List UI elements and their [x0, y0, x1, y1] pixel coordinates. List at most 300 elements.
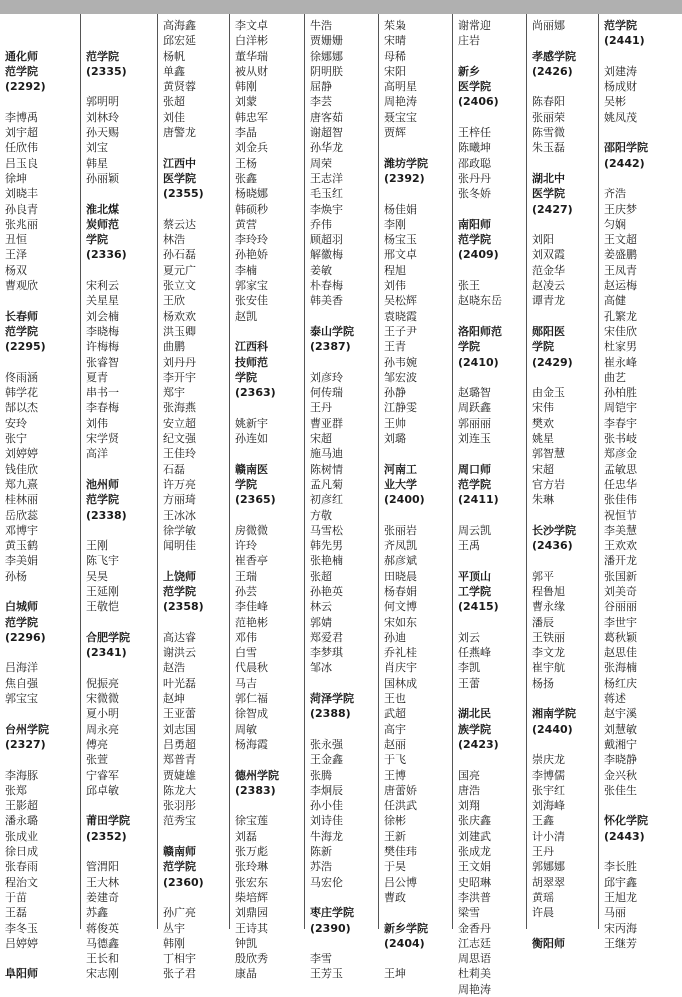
student-name: 李雪 [310, 952, 332, 966]
student-name: 宋阳 [384, 64, 406, 78]
student-name: 邢文卓 [384, 248, 417, 262]
student-name: 刘海峰 [532, 799, 565, 813]
student-name: 谢洪云 [163, 646, 196, 660]
student-name: 倪振亮 [86, 676, 119, 690]
student-name: 赵思佳 [604, 646, 637, 660]
school-code: (2363) [235, 386, 276, 400]
student-name: 匀娴 [604, 217, 626, 231]
student-name: 王影超 [5, 799, 38, 813]
student-name: 郭家宝 [235, 279, 268, 293]
school-heading: 范学院 [5, 64, 38, 78]
student-name: 孙连如 [235, 432, 268, 446]
school-code: (2360) [163, 875, 204, 889]
school-heading: 技师范 [235, 355, 268, 369]
student-name: 姜盛鹏 [604, 248, 637, 262]
student-name: 王子尹 [384, 324, 417, 338]
school-code: (2327) [5, 737, 46, 751]
student-name: 张睿智 [86, 355, 119, 369]
spacer [604, 49, 682, 64]
student-name: 殷欣秀 [235, 952, 268, 966]
school-code: (2429) [532, 355, 573, 369]
student-name: 张丽岩 [384, 523, 417, 537]
student-name: 叶光磊 [163, 676, 196, 690]
student-name: 刘会楠 [86, 309, 119, 323]
student-name: 任洪武 [384, 799, 417, 813]
school-code: (2355) [163, 187, 204, 201]
spacer [458, 309, 526, 324]
student-name: 串书一 [86, 386, 119, 400]
school-heading: 医学院 [458, 80, 491, 94]
student-name: 李美娟 [5, 554, 38, 568]
student-name: 周艳涛 [384, 95, 417, 109]
student-name: 张冬娇 [458, 187, 491, 201]
student-name: 周铠宇 [604, 401, 637, 415]
student-name: 乔伟 [310, 217, 332, 231]
student-name: 曹政 [384, 890, 406, 904]
student-name: 朴春梅 [310, 279, 343, 293]
spacer [310, 936, 378, 951]
student-name: 张王 [458, 279, 480, 293]
student-name: 孙石磊 [163, 248, 196, 262]
student-name: 李楠 [235, 263, 257, 277]
spacer [86, 263, 157, 278]
student-name: 王帅 [384, 416, 406, 430]
student-name: 崔永峰 [604, 355, 637, 369]
student-name: 张鑫 [235, 171, 257, 185]
student-name: 闻明佳 [163, 539, 196, 553]
student-name: 王鑫 [532, 814, 554, 828]
student-name: 张海楠 [604, 661, 637, 675]
student-name: 吕婷婷 [5, 936, 38, 950]
student-name: 高达睿 [163, 630, 196, 644]
school-code: (2423) [458, 737, 499, 751]
student-name: 孟凡菊 [310, 477, 343, 491]
student-name: 杨扬 [532, 676, 554, 690]
student-name: 李文卓 [235, 19, 268, 32]
spacer [458, 370, 526, 385]
student-name: 王铁丽 [532, 630, 565, 644]
student-name: 杨双 [5, 263, 27, 277]
student-name: 计小清 [532, 829, 565, 843]
student-name: 郭仁福 [235, 692, 268, 706]
student-name: 官方岩 [532, 477, 565, 491]
spacer [458, 446, 526, 461]
student-name: 邱宏延 [163, 34, 196, 48]
student-name: 韩刚 [163, 936, 185, 950]
student-name: 刘连玉 [458, 432, 491, 446]
student-name: 潘永璐 [5, 814, 38, 828]
student-name: 李冬玉 [5, 921, 38, 935]
school-heading: 长春师 [5, 309, 38, 323]
student-name: 刘伟 [86, 416, 108, 430]
student-name: 郭平 [532, 569, 554, 583]
student-name: 江静雯 [384, 401, 417, 415]
student-name: 白洋彬 [235, 34, 268, 48]
student-name: 孙广亮 [163, 906, 196, 920]
student-name: 葛秋颖 [604, 630, 637, 644]
student-name: 姚新宇 [235, 416, 268, 430]
student-name: 程鲁旭 [532, 584, 565, 598]
school-code: (2400) [384, 493, 425, 507]
student-name: 牛海龙 [310, 829, 343, 843]
student-name: 宋晴 [384, 34, 406, 48]
student-name: 李炯辰 [310, 783, 343, 797]
student-name: 韩先男 [310, 539, 343, 553]
student-name: 徐彬 [384, 814, 406, 828]
student-name: 李文龙 [532, 646, 565, 660]
spacer [458, 752, 526, 767]
school-heading: 郧阳医 [532, 324, 565, 338]
spacer [235, 752, 304, 767]
student-name: 钟凯 [235, 936, 257, 950]
student-name: 李刚 [384, 217, 406, 231]
student-name: 解徽梅 [310, 248, 343, 262]
student-name: 王坤 [384, 967, 406, 981]
school-heading: 泰山学院 [310, 324, 354, 338]
student-name: 李晓梅 [86, 324, 119, 338]
student-name: 张成业 [5, 829, 38, 843]
student-name: 许梅梅 [86, 340, 119, 354]
student-name: 韩美香 [310, 294, 343, 308]
student-name: 曹亚群 [310, 416, 343, 430]
student-name: 李海豚 [5, 768, 38, 782]
student-name: 王庆梦 [604, 202, 637, 216]
student-name: 王金鑫 [310, 753, 343, 767]
student-name: 孙艳英 [310, 584, 343, 598]
student-name: 王佳玲 [163, 447, 196, 461]
spacer [163, 829, 229, 844]
student-name: 黄玉鹤 [5, 539, 38, 553]
spacer [384, 951, 452, 966]
school-code: (2295) [5, 340, 46, 354]
student-name: 姜敏 [310, 263, 332, 277]
student-name: 宋佳欣 [604, 324, 637, 338]
student-name: 郭明明 [86, 95, 119, 109]
student-name: 刘伟 [384, 279, 406, 293]
spacer [235, 508, 304, 523]
student-name: 姚星 [532, 432, 554, 446]
student-name: 樊欢 [532, 416, 554, 430]
student-name: 岳欣蕊 [5, 508, 38, 522]
student-name: 顾超羽 [310, 233, 343, 247]
student-name: 钱佳欣 [5, 462, 38, 476]
student-name: 张超 [163, 95, 185, 109]
school-heading: 范学院 [86, 493, 119, 507]
school-heading: 淮北煤 [86, 202, 119, 216]
student-name: 朱玉磊 [532, 141, 565, 155]
student-name: 徐娜娜 [310, 49, 343, 63]
student-name: 茱枭 [384, 19, 406, 32]
student-name: 王敬恺 [86, 600, 119, 614]
student-name: 张永强 [310, 737, 343, 751]
school-heading: 族学院 [458, 722, 491, 736]
student-name: 王亚蕾 [163, 707, 196, 721]
student-name: 邵政聪 [458, 156, 491, 170]
student-name: 邓伟 [235, 630, 257, 644]
spacer [235, 324, 304, 339]
spacer [384, 186, 452, 201]
school-heading: 范学院 [604, 19, 637, 32]
student-name: 郝彦斌 [384, 554, 417, 568]
school-heading: 台州学院 [5, 722, 49, 736]
school-heading: 通化师 [5, 49, 38, 63]
student-name: 王延刚 [86, 584, 119, 598]
school-heading: 江西中 [163, 156, 196, 170]
student-name: 马雪松 [310, 523, 343, 537]
school-heading: 学院 [532, 340, 554, 354]
name-column-4 [229, 14, 304, 981]
school-heading: 学院 [235, 370, 257, 384]
school-heading: 业大学 [384, 477, 417, 491]
student-name: 郑爱君 [310, 630, 343, 644]
student-name: 郭宝宝 [5, 692, 38, 706]
student-name: 孙丽颖 [86, 171, 119, 185]
student-name: 周永亮 [86, 722, 119, 736]
school-heading: 池州师 [86, 477, 119, 491]
spacer [5, 18, 80, 33]
student-name: 宋超 [532, 462, 554, 476]
student-name: 孙柏胜 [604, 386, 637, 400]
school-code: (2358) [163, 600, 204, 614]
spacer [86, 523, 157, 538]
student-name: 许万亮 [163, 477, 196, 491]
spacer [163, 553, 229, 568]
student-name: 吕公博 [384, 875, 417, 889]
student-name: 田晓晨 [384, 569, 417, 583]
school-heading: 范学院 [5, 324, 38, 338]
school-heading: 合肥学院 [86, 630, 130, 644]
student-name: 高海鑫 [163, 19, 196, 32]
school-heading: 洛阳师范 [458, 324, 502, 338]
student-name: 郭智慧 [532, 447, 565, 461]
spacer [86, 844, 157, 859]
spacer [532, 79, 598, 94]
school-heading: 周口师 [458, 462, 491, 476]
school-heading: 新乡学院 [384, 921, 428, 935]
spacer [532, 508, 598, 523]
student-name: 张羽彤 [163, 799, 196, 813]
student-name: 张宏东 [235, 875, 268, 889]
student-name: 李芸 [310, 95, 332, 109]
school-code: (2442) [604, 156, 645, 170]
student-name: 王大林 [86, 875, 119, 889]
student-name: 张佳伟 [604, 493, 637, 507]
student-name: 刘彦玲 [310, 370, 343, 384]
student-name: 刘婷婷 [5, 447, 38, 461]
student-name: 唐客茹 [310, 110, 343, 124]
student-name: 刘磊 [235, 829, 257, 843]
student-name: 吕玉良 [5, 156, 38, 170]
student-name: 傅亮 [86, 737, 108, 751]
student-name: 刘慧敏 [604, 722, 637, 736]
student-name: 王也 [384, 692, 406, 706]
student-name: 吕勇超 [163, 737, 196, 751]
school-heading: 潍坊学院 [384, 156, 428, 170]
student-name: 王长和 [86, 952, 119, 966]
student-name: 韩学花 [5, 386, 38, 400]
student-name: 孙良青 [5, 202, 38, 216]
student-name: 屈静 [310, 80, 332, 94]
student-name: 李佳峰 [235, 600, 268, 614]
student-name: 王磊 [5, 906, 27, 920]
student-name: 高洋 [86, 447, 108, 461]
school-heading: 范学院 [163, 584, 196, 598]
school-code: (2336) [86, 248, 127, 262]
student-name: 刘晓丰 [5, 187, 38, 201]
student-name: 曲艺 [604, 370, 626, 384]
student-name: 刘诗佳 [310, 814, 343, 828]
student-name: 赵凌云 [532, 279, 565, 293]
student-name: 陈雪微 [532, 126, 565, 140]
student-name: 赵浩 [163, 661, 185, 675]
student-name: 黄瑶 [532, 890, 554, 904]
student-name: 韩星 [86, 156, 108, 170]
student-name: 金兴秋 [604, 768, 637, 782]
name-column-3 [157, 14, 229, 981]
spacer [310, 676, 378, 691]
school-heading: 阜阳师 [5, 967, 38, 981]
student-name: 王欣 [163, 294, 185, 308]
student-name: 邓博宇 [5, 523, 38, 537]
school-heading: 江西科 [235, 340, 268, 354]
student-name: 张子君 [163, 967, 196, 981]
student-name: 周荣 [310, 156, 332, 170]
student-name: 郭娜娜 [532, 860, 565, 874]
student-name: 杨红庆 [604, 676, 637, 690]
student-name: 孙迪 [384, 630, 406, 644]
student-name: 孙杨 [5, 569, 27, 583]
spacer [86, 462, 157, 477]
student-name: 何文博 [384, 600, 417, 614]
school-code: (2415) [458, 600, 499, 614]
student-name: 谷丽丽 [604, 600, 637, 614]
spacer [532, 33, 598, 48]
spacer [5, 33, 80, 48]
school-heading: 学院 [458, 340, 480, 354]
student-name: 韩刚 [235, 80, 257, 94]
student-name: 张宇红 [532, 783, 565, 797]
school-heading: 湖北中 [532, 171, 565, 185]
student-name: 杨帆 [163, 49, 185, 63]
spacer [5, 645, 80, 660]
student-name: 陈飞宇 [86, 554, 119, 568]
student-name: 胡翠翠 [532, 875, 565, 889]
student-name: 赵晓东岳 [458, 294, 502, 308]
student-name: 周敏 [235, 722, 257, 736]
student-name: 王青 [384, 340, 406, 354]
school-heading: 新乡 [458, 64, 480, 78]
student-name: 陈树情 [310, 462, 343, 476]
spacer [163, 890, 229, 905]
school-code: (2404) [384, 936, 425, 950]
student-name: 李开宇 [163, 370, 196, 384]
student-name: 赵璐智 [458, 386, 491, 400]
spacer [5, 752, 80, 767]
student-name: 杨海霞 [235, 737, 268, 751]
school-heading: 赣南师 [163, 845, 196, 859]
student-name: 刘美奇 [604, 584, 637, 598]
student-name: 尚丽娜 [532, 19, 565, 32]
student-name: 曹观欣 [5, 279, 38, 293]
student-name: 何传瑞 [310, 386, 343, 400]
student-name: 庄岩 [458, 34, 480, 48]
student-name: 邹冰 [310, 661, 332, 675]
spacer [532, 553, 598, 568]
student-name: 姚凤茂 [604, 110, 637, 124]
student-name: 樊佳玮 [384, 845, 417, 859]
student-name: 王文娟 [458, 860, 491, 874]
school-code: (2406) [458, 95, 499, 109]
student-name: 邹宏波 [384, 370, 417, 384]
student-name: 梁雪 [458, 906, 480, 920]
spacer [86, 615, 157, 630]
student-name: 董华瑞 [235, 49, 268, 63]
spacer [604, 798, 682, 813]
school-code: (2365) [235, 493, 276, 507]
student-name: 郜以杰 [5, 401, 38, 415]
school-code: (2387) [310, 340, 351, 354]
student-name: 丑恒 [5, 233, 27, 247]
student-name: 宋超 [310, 432, 332, 446]
top-banner [0, 0, 682, 14]
spacer [86, 79, 157, 94]
student-name: 代晨秋 [235, 661, 268, 675]
student-name: 张春雨 [5, 860, 38, 874]
school-heading: 范学院 [458, 477, 491, 491]
student-name: 王志洋 [310, 171, 343, 185]
spacer [235, 400, 304, 415]
school-heading: 河南工 [384, 462, 417, 476]
student-name: 宋志刚 [86, 967, 119, 981]
student-name: 李博禹 [5, 110, 38, 124]
student-name: 赵宇溪 [604, 707, 637, 721]
spacer [86, 186, 157, 201]
name-column-1 [0, 14, 80, 981]
student-name: 于昊 [384, 860, 406, 874]
student-name: 孙韦婉 [384, 355, 417, 369]
student-name: 刘建武 [458, 829, 491, 843]
spacer [310, 309, 378, 324]
spacer [5, 94, 80, 109]
student-name: 谢常迎 [458, 19, 491, 32]
student-name: 李世宇 [604, 615, 637, 629]
student-name: 刘翔 [458, 799, 480, 813]
student-name: 赵坤 [163, 692, 185, 706]
student-name: 周思语 [458, 952, 491, 966]
student-name: 安玲 [5, 416, 27, 430]
school-code: (2392) [384, 171, 425, 185]
student-name: 史昭琳 [458, 875, 491, 889]
student-name: 张万彪 [235, 845, 268, 859]
school-code: (2411) [458, 493, 499, 507]
student-name: 王欢欢 [604, 539, 637, 553]
school-heading: 范学院 [163, 860, 196, 874]
student-name: 王丹 [532, 845, 554, 859]
student-name: 施马迪 [310, 447, 343, 461]
student-name: 许晨 [532, 906, 554, 920]
student-name: 张佳生 [604, 783, 637, 797]
spacer [5, 951, 80, 966]
student-name: 郑彦金 [604, 447, 637, 461]
school-heading: 南阳师 [458, 217, 491, 231]
student-name: 齐浩 [604, 187, 626, 201]
student-name: 王文超 [604, 233, 637, 247]
name-column-6 [378, 14, 452, 981]
spacer [163, 202, 229, 217]
student-name: 武超 [384, 707, 406, 721]
student-name: 张成龙 [458, 845, 491, 859]
student-name: 江志廷 [458, 936, 491, 950]
